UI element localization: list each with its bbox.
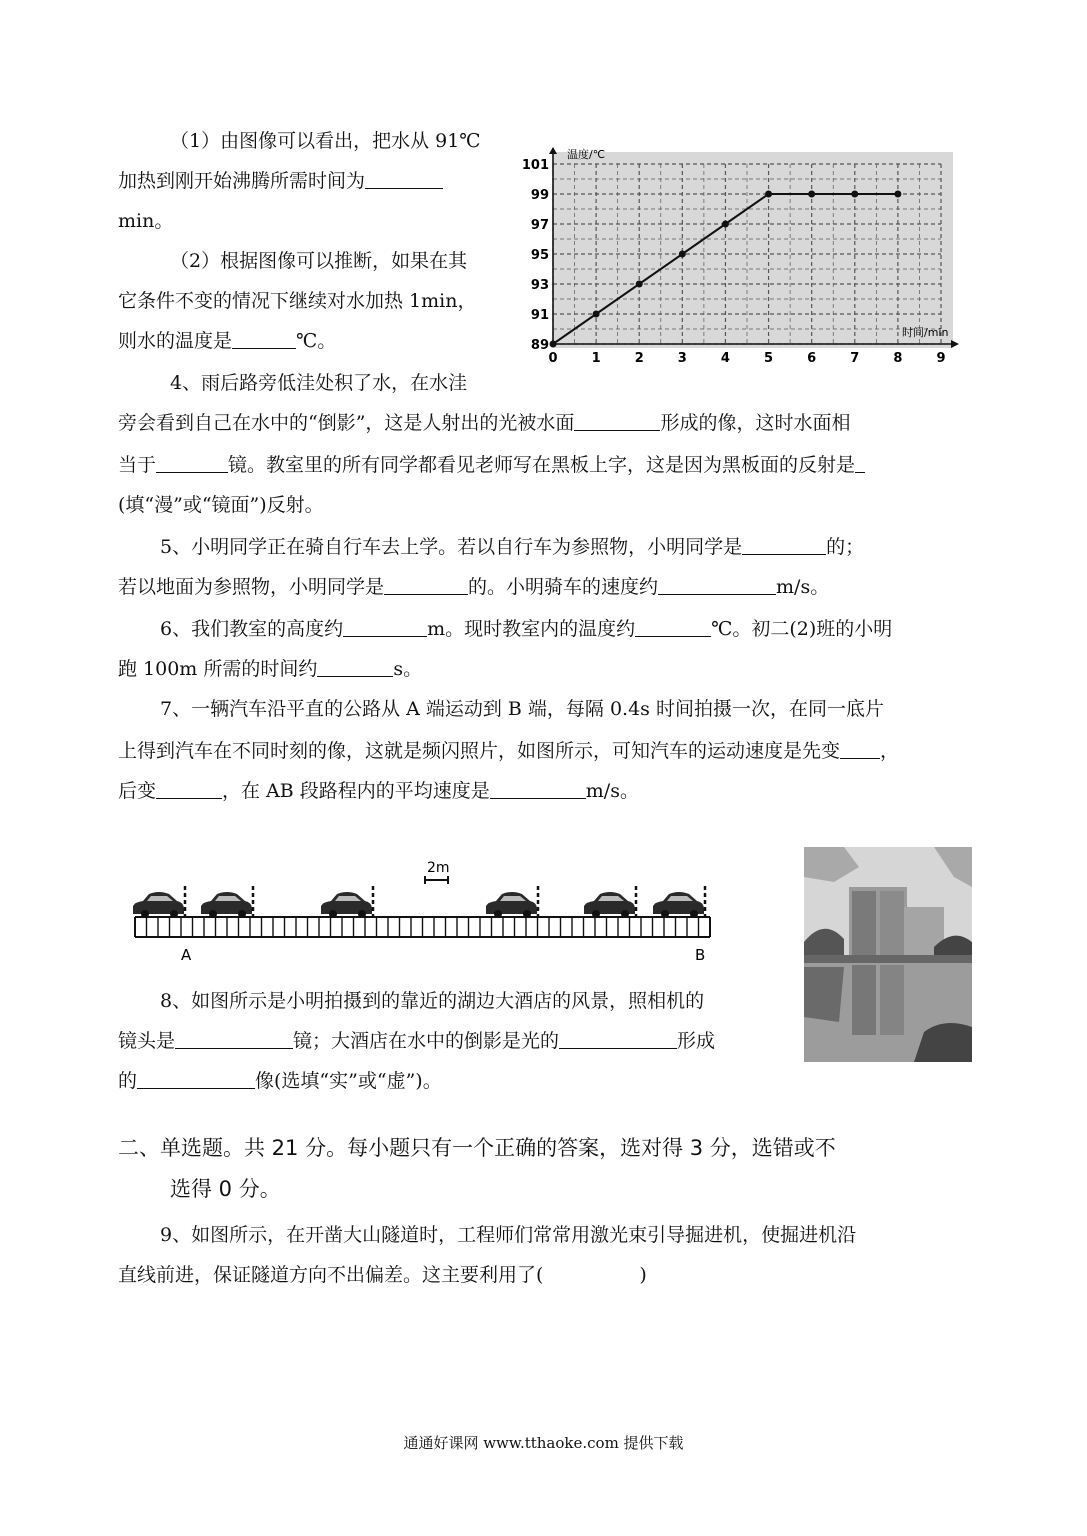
q5-line1 xyxy=(160,534,864,560)
q5-text: 的。小明骑车的速度约 xyxy=(468,576,659,598)
x-tick-label: 5 xyxy=(764,351,774,366)
q5-text: 的； xyxy=(826,536,865,558)
x-tick-label: 1 xyxy=(591,351,601,366)
section2-heading-line2: 选得 0 分。 xyxy=(170,1177,281,1201)
q7-text: 后变 xyxy=(118,780,157,802)
car-image xyxy=(133,886,185,918)
q4-text: 形成的像，这时水面相 xyxy=(660,412,851,434)
y-tick-label: 97 xyxy=(530,218,549,233)
x-tick-label: 6 xyxy=(807,351,817,366)
answer-blank xyxy=(574,410,660,431)
x-tick-label: 3 xyxy=(677,351,687,366)
x-tick-label: 4 xyxy=(720,351,730,366)
q9-text: ) xyxy=(639,1264,647,1286)
q7-text: 上得到汽车在不同时刻的像，这就是频闪照片，如图所示，可知汽车的运动速度是先变 xyxy=(118,740,841,762)
x-tick-label: 0 xyxy=(548,351,558,366)
answer-blank xyxy=(232,328,296,349)
answer-blank xyxy=(742,534,826,555)
q8-line3 xyxy=(118,1068,442,1094)
q8-text: 镜头是 xyxy=(118,1030,176,1052)
y-tick-label: 89 xyxy=(530,338,549,353)
temperature-time-chart xyxy=(515,146,965,376)
q6-line1 xyxy=(160,616,892,642)
q7-line2 xyxy=(118,738,899,764)
q7-line3 xyxy=(118,778,639,804)
q8-line1: 8、如图所示是小明拍摄到的靠近的湖边大酒店的风景，照相机的 xyxy=(160,990,705,1012)
q8-line2 xyxy=(118,1028,715,1054)
chart-ylabel: 温度/℃ xyxy=(567,148,606,161)
answer-blank xyxy=(365,168,443,189)
x-tick-label: 9 xyxy=(936,351,946,366)
answer-blank xyxy=(559,1028,677,1049)
answer-blank xyxy=(137,1068,255,1089)
data-point xyxy=(765,191,772,198)
y-tick-label: 95 xyxy=(530,248,549,263)
car-image xyxy=(321,886,373,918)
q4-line2 xyxy=(118,410,850,436)
car-image xyxy=(653,886,705,918)
q9-line1: 9、如图所示，在开凿大山隧道时，工程师们常常用激光束引导掘进机，使掘进机沿 xyxy=(160,1224,857,1246)
data-point xyxy=(550,341,557,348)
q7-unit: m/s。 xyxy=(585,780,639,802)
q5-text: 若以地面为参照物，小明同学是 xyxy=(118,576,385,598)
data-point xyxy=(679,251,686,258)
label-b: B xyxy=(695,946,706,964)
car-image xyxy=(486,886,538,918)
q5-text: 5、小明同学正在骑自行车去上学。若以自行车为参照物，小明同学是 xyxy=(160,536,743,558)
q6-text: 6、我们教室的高度约 xyxy=(160,618,344,640)
data-point xyxy=(593,311,600,318)
q4-text: 镜。教室里的所有同学都看见老师写在黑板上字，这是因为黑板面的反射是 xyxy=(228,454,856,476)
q7-line1: 7、一辆汽车沿平直的公路从 A 端运动到 B 端，每隔 0.4s 时间拍摄一次，在同一底片 xyxy=(160,698,884,720)
q8-text: 形成 xyxy=(677,1030,716,1052)
y-tick-label: 99 xyxy=(530,188,549,203)
q-graph-part1-line2 xyxy=(118,168,443,194)
q6-unit: s。 xyxy=(393,658,423,680)
road-track xyxy=(135,917,710,937)
data-point xyxy=(722,221,729,228)
x-tick-label: 2 xyxy=(634,351,644,366)
x-tick-label: 8 xyxy=(893,351,903,366)
section2-heading-line1: 二、单选题。共 21 分。每小题只有一个正确的答案，选对得 3 分，选错或不 xyxy=(118,1136,836,1160)
y-tick-label: 93 xyxy=(530,278,549,293)
answer-blank xyxy=(175,1028,293,1049)
q8-text: 镜；大酒店在水中的倒影是光的 xyxy=(293,1030,560,1052)
q8-text: 像(选填“实”或“虚”)。 xyxy=(255,1070,442,1092)
chart-plot-background xyxy=(553,152,953,348)
y-tick-label: 91 xyxy=(530,308,549,323)
page-footer: 通通好课网 www.tthaoke.com 提供下载 xyxy=(403,1434,684,1452)
q8-text: 的 xyxy=(118,1070,138,1092)
scale-label: 2m xyxy=(427,860,450,876)
q6-text: m。现时教室内的温度约 xyxy=(427,618,636,640)
chart-xlabel: 时间/min xyxy=(902,326,949,339)
q6-text: ℃。初二(2)班的小明 xyxy=(711,618,893,640)
car-image xyxy=(584,886,636,918)
q-graph-part1-line1: （1）由图像可以看出，把水从 91℃ xyxy=(170,130,481,152)
answer-blank xyxy=(156,778,222,799)
q6-text: 跑 100m 所需的时间约 xyxy=(118,658,318,680)
q4-line4: (填“漫”或“镜面”)反射。 xyxy=(118,494,324,516)
car-road-diagram xyxy=(125,850,725,970)
hotel-lake-photo xyxy=(804,847,972,1062)
q7-text: ， xyxy=(880,740,900,762)
q5-unit: m/s。 xyxy=(776,576,830,598)
data-point xyxy=(851,191,858,198)
answer-blank xyxy=(490,778,586,799)
q-graph-part2-unit: ℃。 xyxy=(296,330,337,352)
q-graph-part2-text: 则水的温度是 xyxy=(118,330,233,352)
answer-blank xyxy=(384,574,468,595)
answer-blank xyxy=(658,574,776,595)
x-axis-arrow xyxy=(951,340,959,348)
answer-blank xyxy=(156,452,228,473)
answer-blank xyxy=(343,616,427,637)
q4-text: 旁会看到自己在水中的“倒影”，这是人射出的光被水面 xyxy=(118,412,575,434)
q9-text: 直线前进，保证隧道方向不出偏差。这主要利用了( xyxy=(118,1264,544,1286)
data-point xyxy=(636,281,643,288)
data-point xyxy=(808,191,815,198)
q4-text: 当于 xyxy=(118,454,157,476)
q-graph-part2-line3 xyxy=(118,328,336,354)
q9-line2 xyxy=(118,1262,647,1288)
car-images xyxy=(133,886,705,918)
car-image xyxy=(201,886,253,918)
q-graph-part2-line1: （2）根据图像可以推断，如果在其 xyxy=(170,250,468,272)
y-axis-arrow xyxy=(549,147,557,154)
q-graph-part2-line2: 它条件不变的情况下继续对水加热 1min， xyxy=(118,290,477,312)
x-tick-label: 7 xyxy=(850,351,860,366)
scale-bar xyxy=(425,860,450,884)
q5-line2 xyxy=(118,574,829,600)
y-tick-label: 101 xyxy=(521,158,549,173)
q7-text: ，在 AB 段路程内的平均速度是 xyxy=(222,780,490,802)
answer-blank xyxy=(840,738,880,759)
q6-line2 xyxy=(118,656,422,682)
q4-line1: 4、雨后路旁低洼处积了水，在水洼 xyxy=(170,372,468,394)
answer-blank xyxy=(855,452,865,473)
data-point xyxy=(894,191,901,198)
label-a: A xyxy=(181,946,192,964)
answer-blank xyxy=(317,656,393,677)
q-graph-part1-line3: min。 xyxy=(118,210,174,232)
answer-blank xyxy=(635,616,711,637)
q-graph-part1-text: 加热到刚开始沸腾所需时间为 xyxy=(118,170,366,192)
q4-line3 xyxy=(118,452,865,478)
